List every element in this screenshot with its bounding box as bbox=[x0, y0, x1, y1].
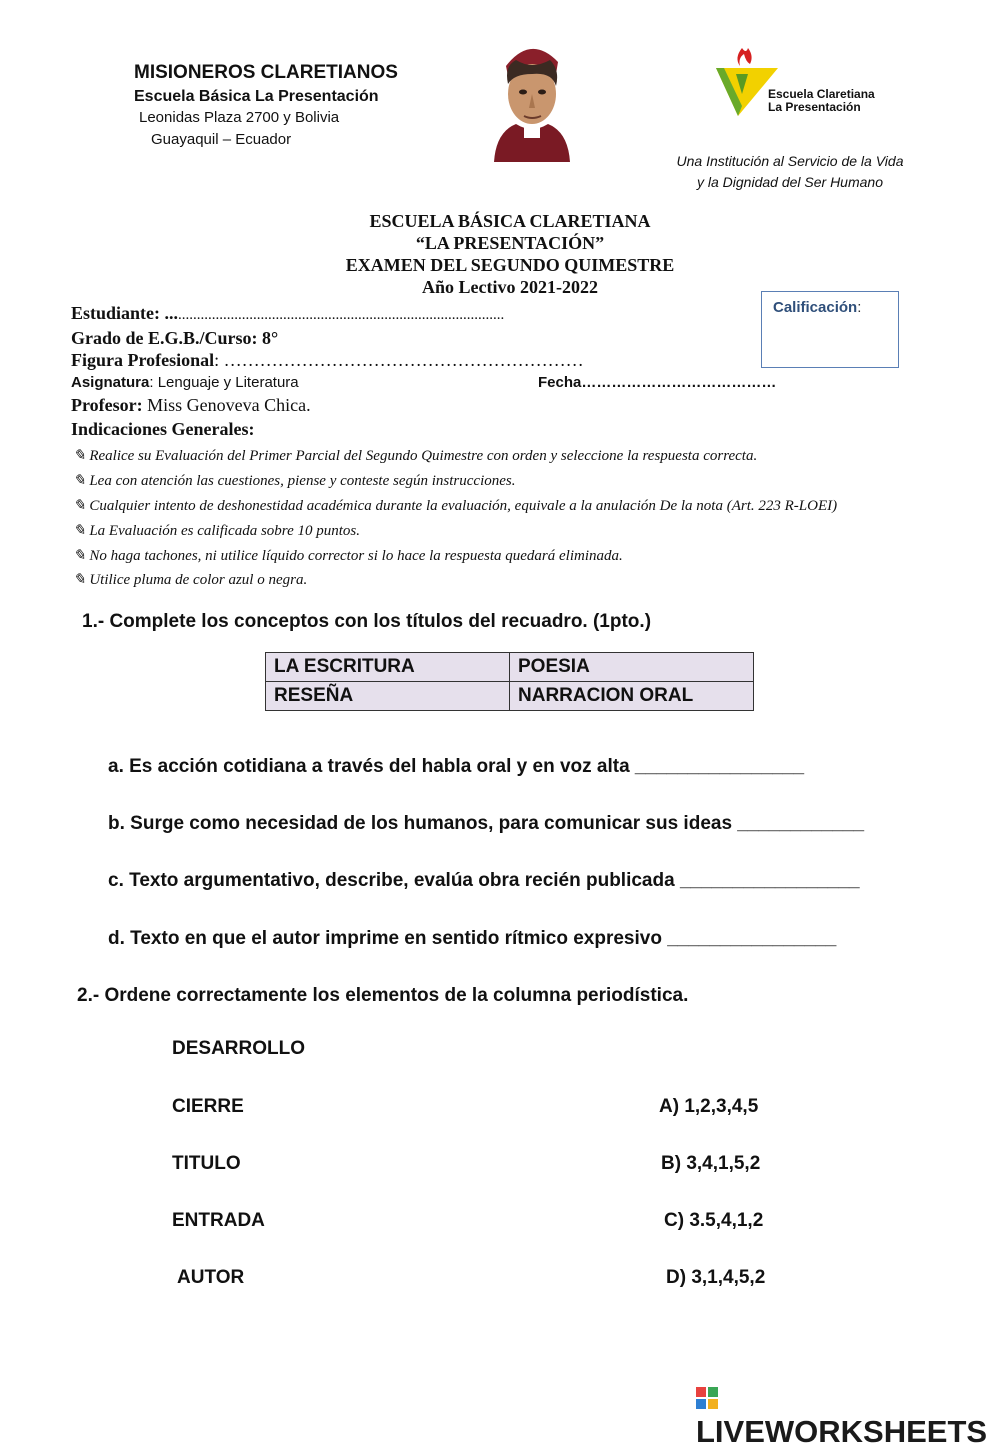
instruction-item bbox=[73, 446, 757, 465]
liveworksheets-icon bbox=[696, 1387, 718, 1409]
exam-title bbox=[250, 210, 770, 298]
brand-text: LIVEWORKSHEETS bbox=[696, 1414, 988, 1449]
teacher-value: Miss Genoveva Chica. bbox=[142, 395, 311, 415]
instruction-text: Utilice pluma de color azul o negra. bbox=[89, 572, 308, 588]
instruction-text: Realice su Evaluación del Primer Parcial del Segundo Quimestre con orden y seleccione la respuesta correcta. bbox=[89, 448, 758, 464]
instruction-text: Lea con atención las cuestiones, piense y conteste según instrucciones. bbox=[89, 473, 516, 489]
question-1-prompt: 1.- Complete los conceptos con los títulos del recuadro. (1pto.) bbox=[82, 611, 652, 632]
title-line4: Año Lectivo 2021-2022 bbox=[422, 277, 598, 297]
pencil-icon: ✎ bbox=[73, 548, 90, 564]
pencil-icon: ✎ bbox=[73, 473, 90, 489]
school-name: Escuela Básica La Presentación bbox=[134, 88, 379, 105]
question-1c[interactable]: c. Texto argumentativo, describe, evalúa obra recién publicada _________________ bbox=[108, 870, 860, 891]
motto-line2: y la Dignidad del Ser Humano bbox=[697, 174, 883, 190]
instruction-item bbox=[73, 496, 837, 515]
question-1d[interactable]: d. Texto en que el autor imprime en sentido rítmico expresivo ________________ bbox=[108, 928, 837, 949]
org-name: MISIONEROS CLARETIANOS bbox=[134, 62, 398, 83]
liveworksheets-logo bbox=[696, 1378, 1000, 1450]
logo-text-line2: La Presentación bbox=[768, 100, 861, 114]
instructions-heading: Indicaciones Generales: bbox=[71, 419, 255, 439]
figura-dots: : …………………………………………………… bbox=[214, 350, 584, 370]
score-label-text: Calificación bbox=[773, 299, 858, 316]
grade-field: Grado de E.G.B./Curso: 8° bbox=[71, 328, 279, 348]
logo-text bbox=[768, 88, 875, 114]
score-label-colon: : bbox=[857, 299, 862, 316]
logo-text-line1: Escuela Claretiana bbox=[768, 87, 875, 101]
option-b[interactable]: B) 3,4,1,5,2 bbox=[661, 1153, 761, 1174]
title-line2: “LA PRESENTACIÓN” bbox=[415, 233, 605, 253]
title-line1: ESCUELA BÁSICA CLARETIANA bbox=[369, 211, 651, 231]
title-line3: EXAMEN DEL SEGUNDO QUIMESTRE bbox=[345, 255, 675, 275]
subject-field bbox=[71, 374, 299, 391]
instruction-text: No haga tachones, ni utilice líquido corrector si lo hace la respuesta quedará eliminada. bbox=[89, 548, 623, 564]
date-label: Fecha bbox=[538, 374, 582, 391]
option-a[interactable]: A) 1,2,3,4,5 bbox=[659, 1096, 759, 1117]
element-titulo: TITULO bbox=[172, 1153, 241, 1174]
pencil-icon: ✎ bbox=[73, 572, 90, 588]
instruction-text: La Evaluación es calificada sobre 10 puntos. bbox=[89, 523, 360, 539]
word-bank-cell: RESEÑA bbox=[266, 682, 510, 711]
date-dots: ………………………………… bbox=[581, 374, 777, 391]
subject-label: Asignatura bbox=[71, 374, 150, 391]
option-d[interactable]: D) 3,1,4,5,2 bbox=[666, 1267, 766, 1288]
word-bank-cell: NARRACION ORAL bbox=[510, 682, 754, 711]
option-c[interactable]: C) 3.5,4,1,2 bbox=[664, 1210, 764, 1231]
instruction-item bbox=[73, 521, 360, 540]
motto bbox=[640, 151, 940, 193]
pencil-icon: ✎ bbox=[73, 448, 90, 464]
question-1a[interactable]: a. Es acción cotidiana a través del habla oral y en voz alta ________________ bbox=[108, 756, 805, 777]
motto-line1: Una Institución al Servicio de la Vida bbox=[676, 153, 904, 169]
figura-label: Figura Profesional bbox=[71, 350, 215, 370]
instruction-item bbox=[73, 570, 307, 589]
school-address: Leonidas Plaza 2700 y Bolivia bbox=[139, 109, 340, 126]
table-row bbox=[266, 653, 754, 682]
subject-value: : Lenguaje y Literatura bbox=[149, 374, 299, 391]
question-1b[interactable]: b. Surge como necesidad de los humanos, para comunicar sus ideas ____________ bbox=[108, 813, 865, 834]
element-entrada: ENTRADA bbox=[172, 1210, 265, 1231]
student-dots: ....................................................................................... bbox=[178, 307, 505, 323]
instruction-item bbox=[73, 471, 515, 490]
element-cierre: CIERRE bbox=[172, 1096, 244, 1117]
question-2-prompt: 2.- Ordene correctamente los elementos de la columna periodística. bbox=[77, 985, 689, 1006]
score-label bbox=[773, 299, 861, 316]
element-autor: AUTOR bbox=[177, 1267, 245, 1288]
student-label: Estudiante: ... bbox=[71, 303, 179, 323]
pencil-icon: ✎ bbox=[73, 498, 90, 514]
pencil-icon: ✎ bbox=[73, 523, 90, 539]
figura-field[interactable] bbox=[71, 350, 584, 371]
word-bank-cell: POESIA bbox=[510, 653, 754, 682]
word-bank-table bbox=[265, 652, 754, 711]
teacher-field bbox=[71, 395, 311, 416]
word-bank-cell: LA ESCRITURA bbox=[266, 653, 510, 682]
teacher-label: Profesor: bbox=[71, 395, 143, 415]
table-row bbox=[266, 682, 754, 711]
school-city: Guayaquil – Ecuador bbox=[151, 131, 292, 148]
instruction-text: Cualquier intento de deshonestidad académica durante la evaluación, equivale a la anulación De la nota (Art. 223 R-LOEI) bbox=[89, 498, 838, 514]
element-desarrollo: DESARROLLO bbox=[172, 1038, 305, 1059]
student-field[interactable] bbox=[71, 303, 504, 324]
date-field[interactable] bbox=[538, 374, 776, 391]
instruction-item bbox=[73, 546, 623, 565]
founder-portrait bbox=[486, 36, 576, 162]
